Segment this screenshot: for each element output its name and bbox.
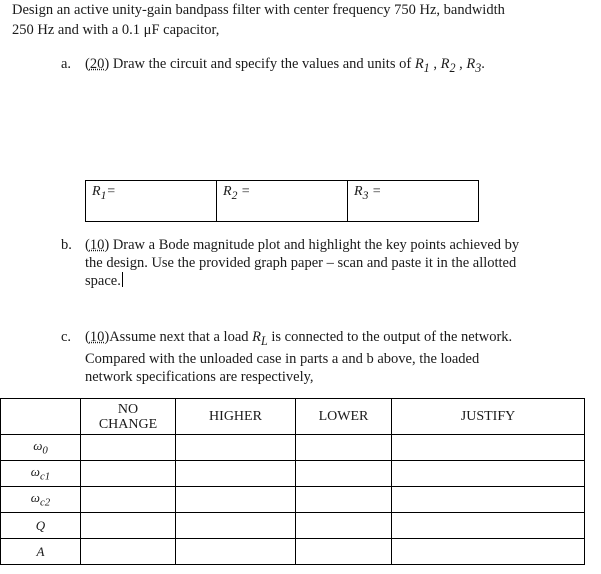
r3-cell[interactable] [348, 181, 479, 222]
spec-cell[interactable] [296, 487, 392, 513]
spec-cell[interactable] [176, 461, 296, 487]
part-a: a. (20) Draw the circuit and specify the values and units of $R_1$ , $R_2$ , $R_3$. [61, 56, 485, 75]
spec-row-wc1 [1, 461, 585, 487]
intro-line-1: Design an active unity-gain bandpass filter with center frequency 750 Hz, bandwidth [12, 2, 505, 18]
part-b-line-3 [85, 272, 575, 290]
var-r3: $R_3$ [466, 56, 482, 75]
spec-cell[interactable] [176, 435, 296, 461]
part-c-letter: c. [61, 329, 72, 345]
problem-intro [12, 0, 592, 40]
part-c-line-1: (10)Assume next that a load $R_L$ is connected to the output of the network. [85, 329, 513, 348]
spec-cell[interactable] [296, 435, 392, 461]
part-b-text-3: space. [85, 273, 121, 289]
spec-cell[interactable] [392, 435, 585, 461]
r2-label: $R_2$ = [223, 184, 251, 202]
part-b-line-1: (10) Draw a Bode magnitude plot and highlight the key points achieved by [85, 237, 520, 253]
spec-header-lower: LOWER [296, 399, 392, 435]
spec-row-label: $\omega_0$ [1, 435, 81, 461]
spec-cell[interactable] [176, 487, 296, 513]
spec-cell[interactable] [176, 539, 296, 565]
var-r2: $R_2$ [440, 56, 456, 75]
part-b-line-2: the design. Use the provided graph paper – scan and paste it in the allotted [85, 255, 517, 271]
part-a-points: 20 [89, 56, 105, 72]
spec-cell[interactable] [81, 513, 176, 539]
spec-cell[interactable] [81, 461, 176, 487]
spec-row-label: $\omega_{c2}$ [1, 487, 81, 513]
spec-row-label: Q [1, 513, 81, 539]
spec-row-q [1, 513, 585, 539]
part-b-text-1: Draw a Bode magnitude plot and highlight the key points achieved by [112, 237, 520, 253]
spec-row-wc2 [1, 487, 585, 513]
spec-cell[interactable] [176, 513, 296, 539]
part-c [61, 328, 575, 386]
part-a-letter: a. [61, 56, 72, 72]
spec-cell[interactable] [392, 513, 585, 539]
resistor-values-table [85, 180, 479, 222]
spec-cell[interactable] [296, 539, 392, 565]
part-a-text: Draw the circuit and specify the values and units of [112, 56, 412, 72]
intro-line-2: 250 Hz and with a 0.1 μF capacitor, [12, 22, 220, 38]
var-r1: $R_1$ [414, 56, 430, 75]
spec-cell[interactable] [81, 539, 176, 565]
var-r2-sub: 2 [449, 60, 456, 75]
spec-cell[interactable] [392, 487, 585, 513]
spec-header-no-change: NO CHANGE [81, 399, 176, 435]
text-cursor [122, 272, 123, 287]
part-b-letter: b. [61, 237, 72, 253]
spec-header-row [1, 399, 585, 435]
part-c-text-1a: Assume next that a load [109, 329, 249, 345]
part-c-points: 10 [89, 329, 105, 345]
part-b [61, 236, 575, 290]
spec-header-blank [1, 399, 81, 435]
var-r1-sub: 1 [423, 60, 430, 75]
part-c-text-1b: is connected to the output of the network. [271, 329, 513, 345]
spec-header-justify: JUSTIFY [392, 399, 585, 435]
spec-cell[interactable] [296, 513, 392, 539]
loaded-spec-table [0, 398, 585, 565]
var-r3-sub: 3 [475, 60, 482, 75]
spec-cell[interactable] [392, 461, 585, 487]
spec-row-w0 [1, 435, 585, 461]
resistor-values-row [86, 181, 479, 222]
spec-cell[interactable] [81, 487, 176, 513]
spec-cell[interactable] [392, 539, 585, 565]
r1-label: $R_1=$ [92, 184, 116, 202]
var-rl: $R_L$ [252, 329, 268, 348]
part-b-points: 10 [89, 237, 105, 253]
part-c-line-3: network specifications are respectively, [85, 368, 314, 385]
spec-row-label: $\omega_{c1}$ [1, 461, 81, 487]
part-c-line-2: Compared with the unloaded case in parts a and b above, the loaded [85, 350, 480, 367]
spec-header-higher: HIGHER [176, 399, 296, 435]
spec-cell[interactable] [81, 435, 176, 461]
r2-cell[interactable] [217, 181, 348, 222]
spec-row-label: A [1, 539, 81, 565]
r3-label: $R_3$ = [354, 184, 382, 202]
r1-cell[interactable] [86, 181, 217, 222]
spec-cell[interactable] [296, 461, 392, 487]
spec-row-a [1, 539, 585, 565]
